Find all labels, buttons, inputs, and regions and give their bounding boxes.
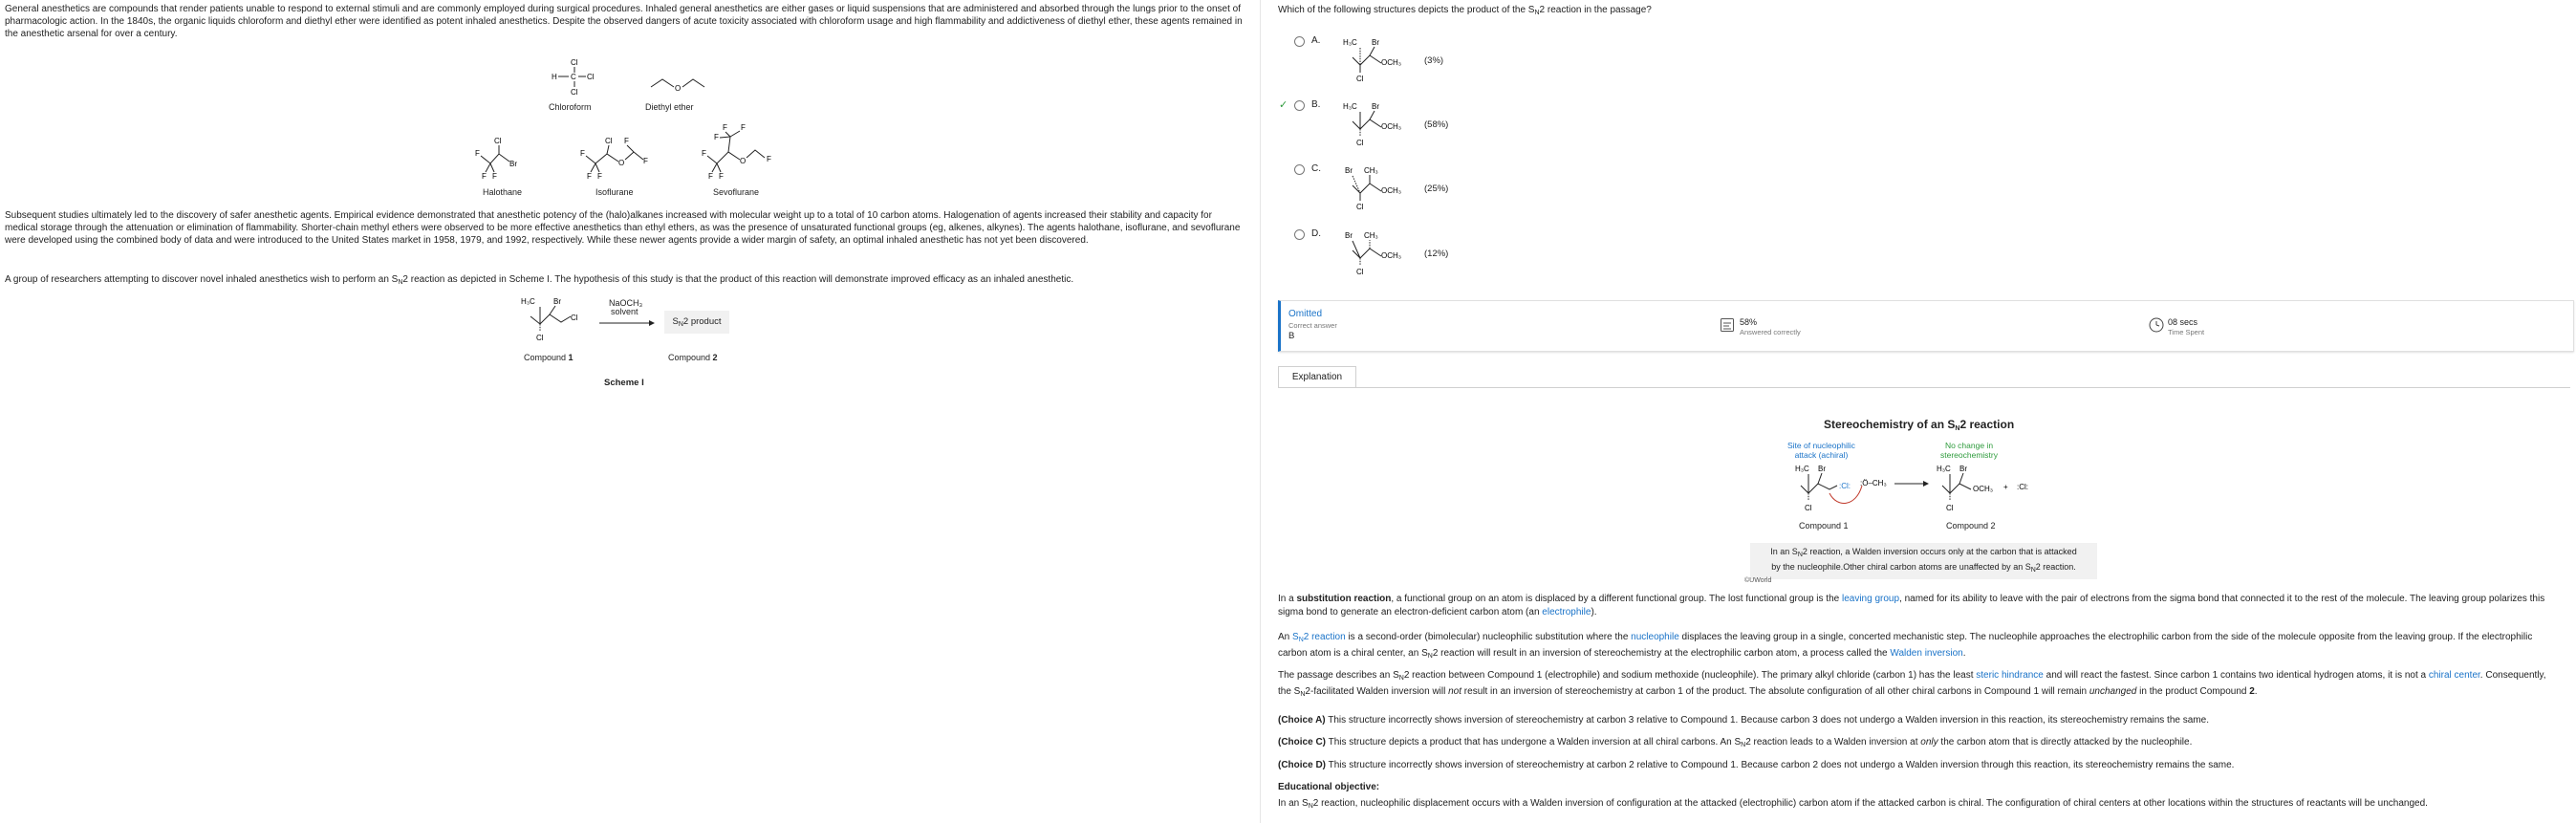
atom-label: Cl [571, 314, 578, 322]
passage-panel [5, 3, 1247, 414]
nochange-label: No change in stereochemistry [1940, 441, 1998, 460]
atom-label: F [587, 172, 592, 181]
atom-label: H₃C [1343, 102, 1357, 111]
educational-objective-title: Educational objective: [1278, 782, 1380, 792]
atom-label: + [2003, 483, 2008, 491]
atom-label: F [475, 149, 480, 158]
radio-button[interactable] [1294, 164, 1305, 175]
halothane-structure [473, 135, 530, 184]
answer-choice-c[interactable] [1290, 162, 1692, 211]
atom-label: F [643, 157, 648, 165]
steric-hindrance-link[interactable]: steric hindrance [1976, 670, 2044, 681]
atom-label: OCH₃ [1381, 58, 1402, 67]
choice-percent: (3%) [1424, 55, 1444, 66]
chiral-center-link[interactable]: chiral center [2428, 670, 2480, 681]
clock-icon [2149, 317, 2164, 336]
tab-explanation[interactable]: Explanation [1278, 366, 1356, 388]
choice-d-structure [1343, 229, 1429, 279]
atom-label: Cl [1356, 203, 1364, 211]
scheme-solvent: solvent [611, 307, 639, 316]
correct-check-icon: ✓ [1279, 98, 1288, 111]
atom-label: Cl [1356, 75, 1364, 83]
compound-1-label: Compound 1 [524, 353, 574, 362]
tab-underline [1278, 387, 2570, 388]
radio-button[interactable] [1294, 229, 1305, 240]
answer-choice-a[interactable] [1290, 34, 1692, 83]
atom-label: Br [553, 297, 561, 306]
isoflurane-label: Isoflurane [595, 187, 634, 197]
atom-label: Br [1345, 231, 1353, 240]
choice-letter: C. [1311, 163, 1321, 174]
atom-label: H₃C [1937, 465, 1951, 473]
explanation-paragraph-2: An $S_N2$ reaction is a second-order (bimolecular) nucleophilic substitution where the nucleophile displaces the leaving group in a single, concerted mechanistic step. The nucleophile approaches the electrophilic carbon from the side of the molecule opposite from the leaving group. If the electrophilic carbon atom is a chiral center, an $S_N2$ reaction will result in an inversion of stereochemistry at the electrophilic carbon atom, a process called the Walden inversion. [1278, 632, 2533, 660]
atom-label: OCH₃ [1973, 485, 1994, 493]
atom-label: F [482, 172, 487, 181]
diethyl-ether-structure [645, 70, 712, 98]
figure-compound-1: Compound 1 [1799, 521, 1849, 531]
answer-stats-bar [1278, 300, 2574, 352]
explanation-choice-d: (Choice D) This structure incorrectly shows inversion of stereochemistry at carbon 2 relative to Compound 1. Because carbon 2 does not undergo a Walden inversion through this reaction, its stereochemistry remains the same. [1278, 760, 2235, 770]
atom-label: F [580, 149, 585, 158]
atom-label: H₃C [521, 297, 535, 306]
atom-label: C [571, 73, 576, 81]
passage-paragraph-3: A group of researchers attempting to discover novel inhaled anesthetics wish to perform an $S_N2$ reaction as depicted in Scheme I. The hypothesis of this study is that the product of this reaction will demonstrate improved efficacy as an inhaled anesthetic. [5, 274, 1074, 286]
choice-percent: (12%) [1424, 249, 1449, 259]
explanation-paragraph-3: The passage describes an $S_N2$ reaction between Compound 1 (electrophile) and sodium methoxide (nucleophile). The primary alkyl chloride (carbon 1) has the least steric hindrance and will react the fastest. Since carbon 1 contains two identical hydrogen atoms, it is not a chiral center. Consequently, the $S_N2$-facilitated Walden inversion will not result in an inversion of stereochemistry at carbon 1 of the product. The absolute configuration of all other chiral carbons in Compound 1 will remain unchanged in the product Compound 2. [1278, 670, 2546, 698]
educational-objective-text: In an $S_N2$ reaction, nucleophilic displacement occurs with a Walden inversion of configuration at the attacked (electrophilic) carbon atom if the attacked carbon is chiral. The configuration of chiral centers at other locations within the structures of reactants will be unchanged. [1278, 798, 2428, 810]
radio-button[interactable] [1294, 100, 1305, 111]
compound-2-label: Compound 2 [668, 353, 718, 362]
atom-label: Cl [571, 88, 578, 97]
passage-paragraph-1: General anesthetics are compounds that render patients unable to respond to external stimuli and are commonly employed during surgical procedures. Inhaled general anesthetics are either gases or liquid suspensions that are administered and absorbed through the lungs prior to the onset of pharmacologic action. In the 1840s, the organic liquids chloroform and diethyl ether were identified as potent inhaled anesthetics. Despite the observed dangers of acute toxicity associated with chloroform usage and high flammability and addictiveness of diethyl ether, these agents remained in the anesthetic arsenal for over a century. [5, 4, 1243, 39]
atom-label: H₃C [1795, 465, 1809, 473]
atom-label: F [723, 123, 727, 132]
atom-label: Br [1372, 102, 1379, 111]
atom-label: OCH₃ [1381, 122, 1402, 131]
choice-b-structure [1343, 100, 1429, 150]
time-spent-label: Time Spent [2168, 328, 2205, 336]
explanation-paragraph-1: In a substitution reaction, a functional group on an atom is displaced by a different functional group. The lost functional group is the leaving group, named for its ability to leave with the pair of electrons from the sigma bond that connected it to the rest of the molecule. The leaving group polarizes this sigma bond to generate an electron-deficient carbon atom (an electrophile). [1278, 594, 2545, 617]
atom-label: F [702, 149, 706, 158]
atom-label: Cl [1946, 504, 1954, 512]
choice-percent: (58%) [1424, 119, 1449, 130]
atom-label: OCH₃ [1381, 251, 1402, 260]
atom-label: F [741, 123, 746, 132]
chloroform-label: Chloroform [549, 102, 592, 112]
choice-c-structure [1343, 164, 1429, 214]
nucleophile-link[interactable]: nucleophile [1631, 632, 1679, 642]
atom-label: Br [509, 160, 517, 168]
atom-label: F [767, 155, 771, 163]
sevoflurane-label: Sevoflurane [713, 187, 760, 197]
leaving-group-link[interactable]: leaving group [1841, 594, 1900, 604]
atom-label: Br [1345, 166, 1353, 175]
atom-label: Br [1818, 465, 1826, 473]
question-stem: Which of the following structures depicts the product of the $S_N2$ reaction in the passage? [1278, 5, 1652, 16]
answer-status: Omitted [1288, 309, 1323, 319]
atom-label: H [552, 73, 557, 81]
panel-divider [1260, 0, 1261, 823]
reaction-arrow [599, 319, 655, 330]
bar-chart-icon [1721, 318, 1734, 335]
atom-label: H₃C [1343, 38, 1357, 47]
sevoflurane-structure [700, 121, 786, 184]
explanation-choice-a: (Choice A) This structure incorrectly shows inversion of stereochemistry at carbon 3 relative to Compound 1. Because carbon 3 does not undergo a Walden inversion in this reaction, its stereochemistry remains the same. [1278, 715, 2209, 726]
scheme-title: Scheme I [604, 378, 644, 388]
choice-letter: B. [1311, 99, 1321, 110]
atom-label: Br [1959, 465, 1967, 473]
answer-choice-b[interactable] [1279, 98, 1692, 147]
explanation-choice-c: (Choice C) This structure depicts a product that has undergone a Walden inversion at all chiral carbons. An $S_N2$ reaction leads to a Walden inversion at only the carbon atom that is directly attacked by the nucleophile. [1278, 737, 2193, 748]
passage-paragraph-2: Subsequent studies ultimately led to the discovery of safer anesthetic agents. Empirical evidence demonstrated that anesthetic potency of the (halo)alkanes increased with molecular weight up to a total of 10 carbon atoms. Halogenation of agents increased their stability and capacity for medical storage through the attenuation or elimination of flammability. Shorter-chain methyl ethers were observed to be more effective anesthetics than ethyl ethers, as was the presence of unsaturated functional groups (eg, alkenes, alkynes). The agents halothane, isoflurane, and sevoflurane were developed using the combined body of data and were introduced to the United States market in 1958, 1979, and 1992, respectively. While these newer agents provide a wider margin of safety, an optimal inhaled anesthetic has not yet been discovered. [5, 210, 1241, 246]
figure-title: Stereochemistry of an $S_N2$ reaction [1824, 418, 2015, 432]
figure-compound-2: Compound 2 [1946, 521, 1996, 531]
atom-label: CH₃ [1364, 231, 1378, 240]
mechanism-figure [1787, 463, 2074, 520]
sn2-reaction-link[interactable]: $S_N2$ reaction [1292, 632, 1346, 643]
atom-label: Cl [1805, 504, 1812, 512]
answer-choice-d[interactable] [1290, 227, 1692, 276]
atom-label: O [740, 157, 747, 165]
sn2-product-box: $S_N2$ product [664, 311, 729, 334]
atom-label: F [714, 133, 719, 141]
atom-label: O [618, 159, 625, 167]
atom-label: F [492, 172, 497, 181]
figure-caption: In an $S_N2$ reaction, a Walden inversion occurs only at the carbon that is attacked by the nucleophile.Other chiral carbon atoms are unaffected by an $S_N2$ reaction. [1750, 543, 2097, 579]
electrophile-link[interactable]: electrophile [1542, 607, 1591, 617]
atom-label: F [708, 172, 713, 181]
choice-a-structure [1343, 36, 1429, 86]
compound-1-structure [521, 295, 597, 345]
atom-label: Cl [1356, 268, 1364, 276]
site-label: Site of nucleophilic attack (achiral) [1787, 441, 1855, 460]
radio-button[interactable] [1294, 36, 1305, 47]
scheme-reagent: NaOCH₃ [609, 298, 643, 308]
atom-label: :Ö–CH₃ [1860, 479, 1887, 487]
atom-label: :Cl: [1839, 482, 1851, 490]
copyright: ©UWorld [1744, 577, 1772, 584]
correct-answer-value: B [1288, 331, 1295, 341]
chloroform-structure [550, 57, 597, 103]
atom-label: F [624, 137, 629, 145]
isoflurane-structure [578, 135, 655, 184]
atom-label: Cl [571, 58, 578, 67]
percent-correct: 58% [1740, 317, 1758, 327]
atom-label: F [597, 172, 602, 181]
correct-answer-label: Correct answer [1288, 321, 1337, 330]
halothane-label: Halothane [483, 187, 523, 197]
choice-percent: (25%) [1424, 184, 1449, 194]
atom-label: O [675, 84, 682, 93]
time-spent: 08 secs [2168, 317, 2198, 327]
atom-label: Cl [494, 137, 502, 145]
choice-letter: A. [1311, 35, 1321, 46]
atom-label: Cl [605, 137, 613, 145]
atom-label: Br [1372, 38, 1379, 47]
atom-label: Cl [1356, 139, 1364, 147]
choice-letter: D. [1311, 228, 1321, 239]
atom-label: Cl [587, 73, 595, 81]
walden-inversion-link[interactable]: Walden inversion [1890, 648, 1963, 659]
atom-label: F [719, 172, 724, 181]
atom-label: CH₃ [1364, 166, 1378, 175]
diethyl-ether-label: Diethyl ether [645, 102, 694, 112]
atom-label: Cl [536, 334, 544, 342]
atom-label: OCH₃ [1381, 186, 1402, 195]
percent-correct-label: Answered correctly [1740, 328, 1801, 336]
atom-label: :Cl: [2017, 483, 2028, 491]
